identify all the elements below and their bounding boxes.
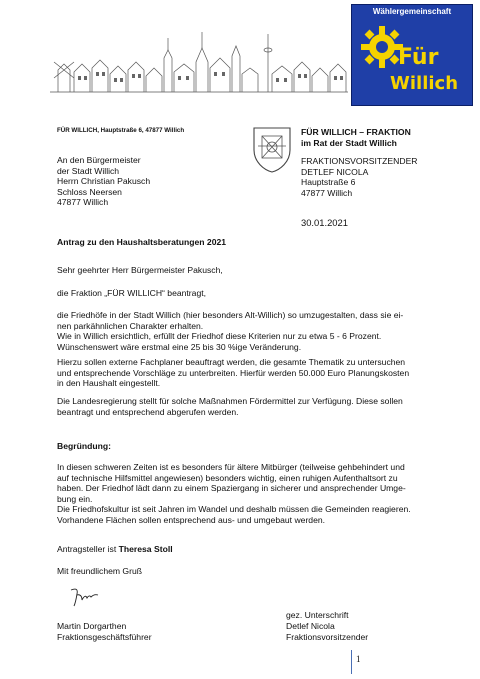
- antragsteller-name: Theresa Stoll: [118, 544, 173, 554]
- page-number-bar: [351, 650, 352, 674]
- handwritten-signature: [68, 586, 104, 608]
- signatory-right: [286, 621, 368, 642]
- recipient-line: An den Bürgermeister: [57, 155, 141, 165]
- text-line: und entsprechende Vorschläge zu unterbreiten. Hierfür werden 50.000 Euro Planungskosten: [57, 367, 410, 378]
- letter-date: 30.01.2021: [301, 217, 348, 228]
- city-skyline-drawing: [50, 28, 348, 98]
- fraktion-line: FRAKTIONSVORSITZENDER: [301, 156, 418, 167]
- paragraph-2: [57, 357, 409, 389]
- signatory-name: Detlef Nicola: [286, 621, 335, 631]
- fraktion-line: 47877 Willich: [301, 187, 353, 198]
- intro-line: die Fraktion „FÜR WILLICH“ beantragt,: [57, 288, 207, 298]
- salutation: Sehr geehrter Herr Bürgermeister Pakusch,: [57, 265, 223, 275]
- fraktion-subtitle: im Rat der Stadt Willich: [301, 137, 397, 148]
- paragraph-1: [57, 310, 403, 352]
- paragraph-4: [57, 462, 411, 526]
- fraktion-title: FÜR WILLICH – FRAKTION: [301, 127, 411, 137]
- antragsteller-prefix: Antragsteller ist: [57, 544, 119, 554]
- text-line: die Friedhöfe in der Stadt Willich (hier besonders Alt-Willich) so umzugestalten, dass sie ei-: [57, 310, 404, 320]
- wg-fuer-willich-logo: [351, 4, 473, 106]
- text-line: In diesen schweren Zeiten ist es besonders für ältere Mitbürger (teilweise gehbehindert und: [57, 462, 405, 472]
- text-line: haben. Der Friedhof lädt dann zu einem Spaziergang in sicherer und ansprechender Umge-: [57, 483, 406, 494]
- signatory-name: Martin Dorgarthen: [57, 621, 127, 631]
- recipient-address: [57, 155, 150, 208]
- antragsteller-line: [57, 544, 173, 555]
- text-line: beantragt und entsprechend abgerufen werden.: [57, 406, 239, 417]
- text-line: in den Haushalt eingestellt.: [57, 378, 161, 389]
- logo-word-willich: Willich: [390, 73, 459, 94]
- letter-subject: Antrag zu den Haushaltsberatungen 2021: [57, 237, 227, 247]
- recipient-line: Herrn Christian Pakusch: [57, 176, 151, 187]
- text-line: Vorhandene Flächen sollen entsprechend aus- und umgebaut werden.: [57, 514, 326, 525]
- fraktion-line: Hauptstraße 6: [301, 177, 356, 188]
- signatory-role: Fraktionsvorsitzender: [286, 631, 369, 642]
- recipient-line: Schloss Neersen: [57, 186, 122, 197]
- text-line: Hierzu sollen externe Fachplaner beauftragt werden, die gesamte Thematik zu untersuchen: [57, 357, 406, 367]
- fraktion-line: DETLEF NICOLA: [301, 166, 369, 177]
- recipient-line: 47877 Willich: [57, 197, 109, 208]
- paragraph-3: [57, 396, 403, 417]
- text-line: Wie in Willich ersichtlich, erfüllt der Friedhof diese Kriterien nur zu etwa 5 - 6 Prozent.: [57, 331, 382, 342]
- text-line: Die Landesregierung stellt für solche Maßnahmen Fördermittel zur Verfügung. Diese sollen: [57, 396, 403, 406]
- sender-line: FÜR WILLICH, Hauptstraße 6, 47877 Willich: [57, 127, 185, 134]
- logo-word-fuer: Für: [398, 45, 439, 70]
- gez-unterschrift: gez. Unterschrift: [286, 610, 349, 620]
- signatory-role: Fraktionsgeschäftsführer: [57, 631, 152, 642]
- text-line: nen parkähnlichen Charakter erhalten.: [57, 320, 204, 331]
- text-line: Wünschenswert wäre erstmal eine 25 bis 30 %ige Veränderung.: [57, 341, 302, 352]
- coat-of-arms-icon: [252, 126, 292, 174]
- text-line: auf technische Hilfsmittel angewiesen) besonders wichtig, einen ruhigen Aufenthaltsort zu: [57, 472, 398, 483]
- recipient-line: der Stadt Willich: [57, 165, 120, 176]
- begruendung-heading: Begründung:: [57, 441, 111, 451]
- signatory-left: [57, 621, 152, 642]
- page-number: 1: [356, 654, 361, 664]
- text-line: Die Friedhofskultur ist seit Jahren im Wandel und deshalb müssen die Gemeinden reagieren.: [57, 504, 411, 515]
- text-line: bung ein.: [57, 493, 93, 504]
- fraktion-block: [301, 127, 418, 199]
- closing-greeting: Mit freundlichem Gruß: [57, 566, 143, 576]
- logo-top-text: Wählergemeinschaft: [372, 7, 452, 16]
